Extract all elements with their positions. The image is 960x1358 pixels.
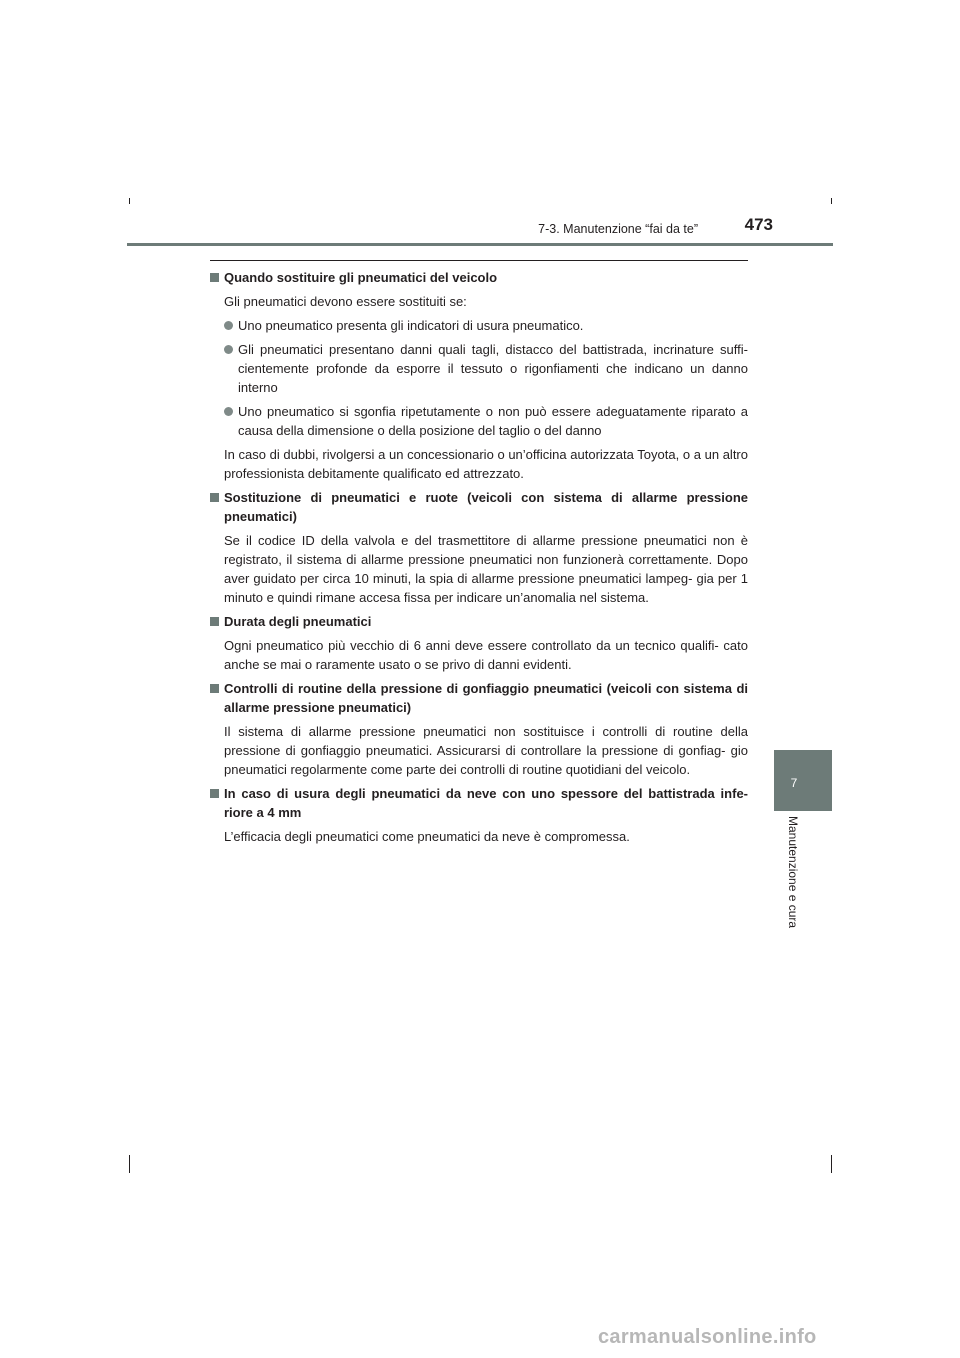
content-top-rule — [210, 260, 748, 261]
section-tire-wheel-replacement — [210, 488, 748, 607]
section-heading-text: Controlli di routine della pressione di gonfiaggio pneumatici (veicoli con sistema di allarme pressione pneumatici) — [224, 681, 748, 715]
section-heading — [210, 784, 748, 822]
header-rule — [127, 243, 833, 246]
bullet-text: Gli pneumatici presentano danni quali tagli, distacco del battistrada, incrinature suffi- cientemente profonde da esporre il tessuto o rigonfiamenti che indicano un danno interno — [238, 342, 748, 395]
section-heading-text: Quando sostituire gli pneumatici del veicolo — [224, 270, 498, 285]
section-intro: Gli pneumatici devono essere sostituiti se: — [224, 294, 467, 309]
chapter-tab — [774, 750, 832, 811]
round-bullet-icon — [224, 407, 233, 416]
section-heading-text: In caso di usura degli pneumatici da neve con uno spessore del battistrada infe- riore a 4 mm — [224, 786, 748, 820]
section-body: L’efficacia degli pneumatici come pneumatici da neve è compromessa. — [224, 829, 630, 844]
watermark: carmanualsonline.info — [598, 1326, 817, 1348]
section-heading-text: Durata degli pneumatici — [224, 614, 372, 629]
square-bullet-icon — [210, 617, 219, 626]
section-heading-text: Sostituzione di pneumatici e ruote (veicoli con sistema di allarme pressione pneumatici) — [224, 490, 748, 524]
bullet-item — [210, 316, 748, 335]
section-outro: In caso di dubbi, rivolgersi a un concessionario o un’officina autorizzata Toyota, o a un altro professionista debitamente qualificato ed attrezzato. — [224, 447, 748, 481]
section-replacement-timing — [210, 268, 748, 483]
chapter-title: Manutenzione e cura — [786, 816, 800, 929]
crop-mark-bottom-left — [129, 1155, 130, 1173]
section-heading — [210, 488, 748, 526]
page-number: 473 — [744, 215, 773, 234]
square-bullet-icon — [210, 789, 219, 798]
crop-mark-top-right — [831, 198, 832, 204]
square-bullet-icon — [210, 273, 219, 282]
bullet-item — [210, 402, 748, 440]
bullet-item — [210, 340, 748, 397]
section-tire-lifespan — [210, 612, 748, 674]
bullet-text: Uno pneumatico si sgonfia ripetutamente o non può essere adeguatamente riparato a causa della dimensione o della posizione del taglio o del danno — [238, 404, 748, 438]
section-snow-tire-wear — [210, 784, 748, 846]
section-heading — [210, 612, 748, 631]
section-heading — [210, 268, 748, 287]
square-bullet-icon — [210, 493, 219, 502]
section-body: Ogni pneumatico più vecchio di 6 anni deve essere controllato da un tecnico qualifi- cato anche se mai o raramente usato o se privo di danni evidenti. — [224, 638, 748, 672]
section-heading — [210, 679, 748, 717]
crop-mark-top-left — [129, 198, 130, 204]
bullet-text: Uno pneumatico presenta gli indicatori di usura pneumatico. — [238, 318, 584, 333]
section-body: Il sistema di allarme pressione pneumatici non sostituisce i controlli di routine della pressione di gonfiaggio pneumatici. Assicurarsi di controllare la pressione di gonfiag- gio pneumatici regolarmente come parte dei controlli di routine quotidiani del veicolo. — [224, 724, 748, 777]
bullet-list — [210, 316, 748, 440]
round-bullet-icon — [224, 321, 233, 330]
crop-mark-bottom-right — [831, 1155, 832, 1173]
section-pressure-checks — [210, 679, 748, 779]
section-body: Se il codice ID della valvola e del trasmettitore di allarme pressione pneumatici non è registrato, il sistema di allarme pressione pneumatici non funzionerà correttamente. Dopo aver guidato per circa 10 minuti, la spia di allarme pressione pneumatici lampeg- gia per 1 minuto e quindi rimane accesa fissa per indicare un’anomalia nel sistema. — [224, 533, 748, 605]
square-bullet-icon — [210, 684, 219, 693]
header-section-title: 7-3. Manutenzione “fai da te” — [538, 222, 698, 236]
chapter-number: 7 — [790, 776, 798, 790]
page-content — [210, 268, 748, 851]
round-bullet-icon — [224, 345, 233, 354]
